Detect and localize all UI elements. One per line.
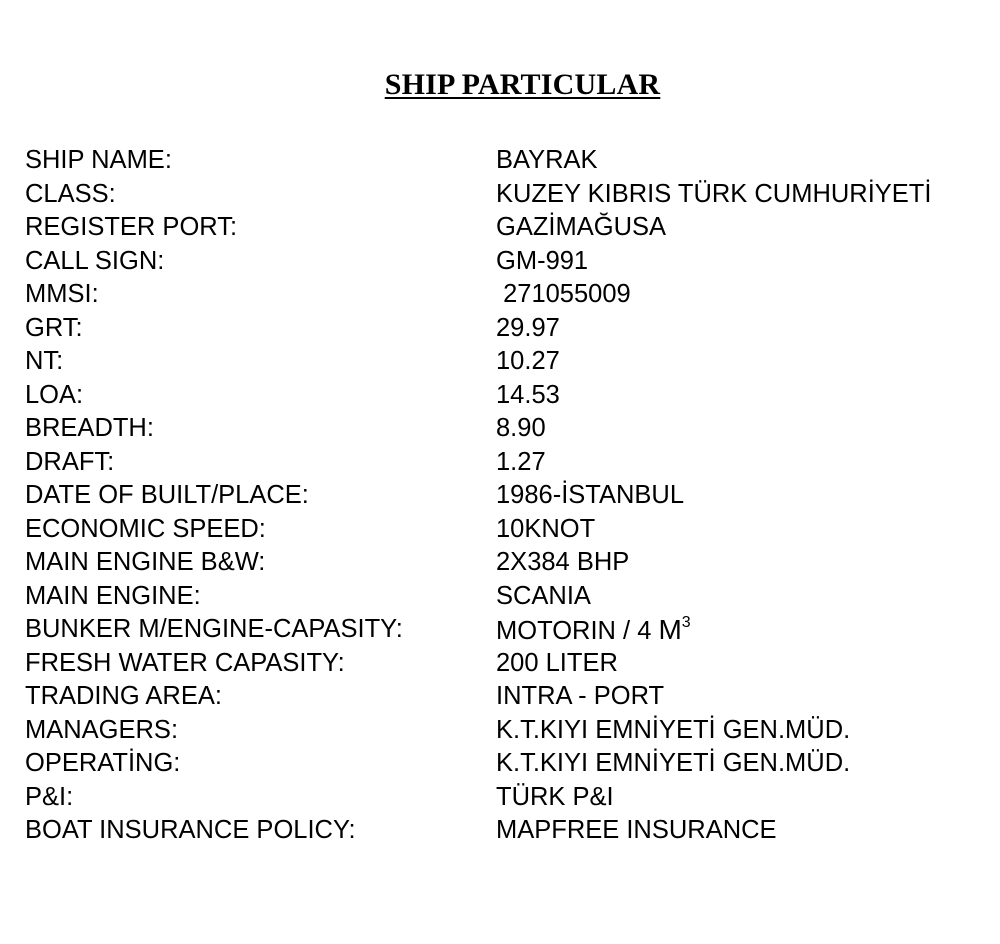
- particular-row-main-engine: [25, 580, 1000, 614]
- particular-row-class: [25, 178, 1000, 212]
- row-label: DATE OF BUILT/PLACE:: [25, 481, 309, 510]
- particular-row-register-port: [25, 211, 1000, 245]
- particular-row-mmsi: [25, 278, 1000, 312]
- row-label: BOAT INSURANCE POLICY:: [25, 816, 356, 845]
- row-value: 200 LITER: [496, 648, 618, 677]
- particulars-list: [25, 144, 1000, 848]
- row-value: GM-991: [496, 246, 589, 275]
- particular-row-call-sign: [25, 245, 1000, 279]
- row-label: BREADTH:: [25, 414, 154, 443]
- particular-row-main-engine-bw: [25, 546, 1000, 580]
- row-label: FRESH WATER CAPASITY:: [25, 648, 345, 677]
- particular-row-trading-area: [25, 680, 1000, 714]
- row-value: 14.53: [496, 380, 560, 409]
- particular-row-date-of-built: [25, 479, 1000, 513]
- particular-row-operating: [25, 747, 1000, 781]
- document-title: SHIP PARTICULAR: [384, 68, 661, 101]
- row-value: 8.90: [496, 414, 546, 443]
- row-value: 271055009: [496, 280, 631, 309]
- row-label: MMSI:: [25, 280, 99, 309]
- row-value: BAYRAK: [496, 146, 598, 175]
- row-label: DRAFT:: [25, 447, 115, 476]
- row-label: BUNKER M/ENGINE-CAPASITY:: [25, 615, 403, 644]
- row-value: GAZİMAĞUSA: [496, 213, 667, 242]
- particular-row-p-and-i: [25, 781, 1000, 815]
- row-value: 1986-İSTANBUL: [496, 481, 685, 510]
- row-label: LOA:: [25, 380, 84, 409]
- row-label: NT:: [25, 347, 64, 376]
- row-label: ECONOMIC SPEED:: [25, 514, 266, 543]
- row-value: [496, 614, 1000, 646]
- row-label: MANAGERS:: [25, 715, 179, 744]
- row-label: P&I:: [25, 782, 74, 811]
- particular-row-fresh-water: [25, 647, 1000, 681]
- bunker-unit-superscript: 3: [681, 613, 691, 631]
- row-label: MAIN ENGINE B&W:: [25, 548, 266, 577]
- particular-row-insurance-policy: [25, 814, 1000, 848]
- particular-row-nt: [25, 345, 1000, 379]
- row-label: CLASS:: [25, 179, 116, 208]
- row-value: 2X384 BHP: [496, 548, 630, 577]
- row-label: REGISTER PORT:: [25, 213, 238, 242]
- particular-row-bunker-capacity: [25, 613, 1000, 647]
- row-value: 10.27: [496, 347, 560, 376]
- row-value: TÜRK P&I: [496, 782, 614, 811]
- particular-row-draft: [25, 446, 1000, 480]
- row-value: SCANIA: [496, 581, 591, 610]
- bunker-unit: M: [658, 613, 682, 645]
- particular-row-ship-name: [25, 144, 1000, 178]
- row-label: TRADING AREA:: [25, 682, 222, 711]
- particular-row-breadth: [25, 412, 1000, 446]
- row-label: SHIP NAME:: [25, 146, 172, 175]
- row-label: GRT:: [25, 313, 83, 342]
- row-label: CALL SIGN:: [25, 246, 165, 275]
- row-value: 10KNOT: [496, 514, 596, 543]
- row-value: 1.27: [496, 447, 546, 476]
- row-label: OPERATİNG:: [25, 749, 181, 778]
- row-value: K.T.KIYI EMNİYETİ GEN.MÜD.: [496, 749, 851, 778]
- row-value: MAPFREE INSURANCE: [496, 816, 777, 845]
- row-value: KUZEY KIBRIS TÜRK CUMHURİYETİ: [496, 179, 932, 208]
- row-value: K.T.KIYI EMNİYETİ GEN.MÜD.: [496, 715, 851, 744]
- particular-row-managers: [25, 714, 1000, 748]
- row-value: 29.97: [496, 313, 560, 342]
- row-label: MAIN ENGINE:: [25, 581, 201, 610]
- row-value: INTRA - PORT: [496, 682, 665, 711]
- particular-row-grt: [25, 312, 1000, 346]
- particular-row-loa: [25, 379, 1000, 413]
- particular-row-economic-speed: [25, 513, 1000, 547]
- bunker-value-text: MOTORIN / 4: [496, 616, 659, 645]
